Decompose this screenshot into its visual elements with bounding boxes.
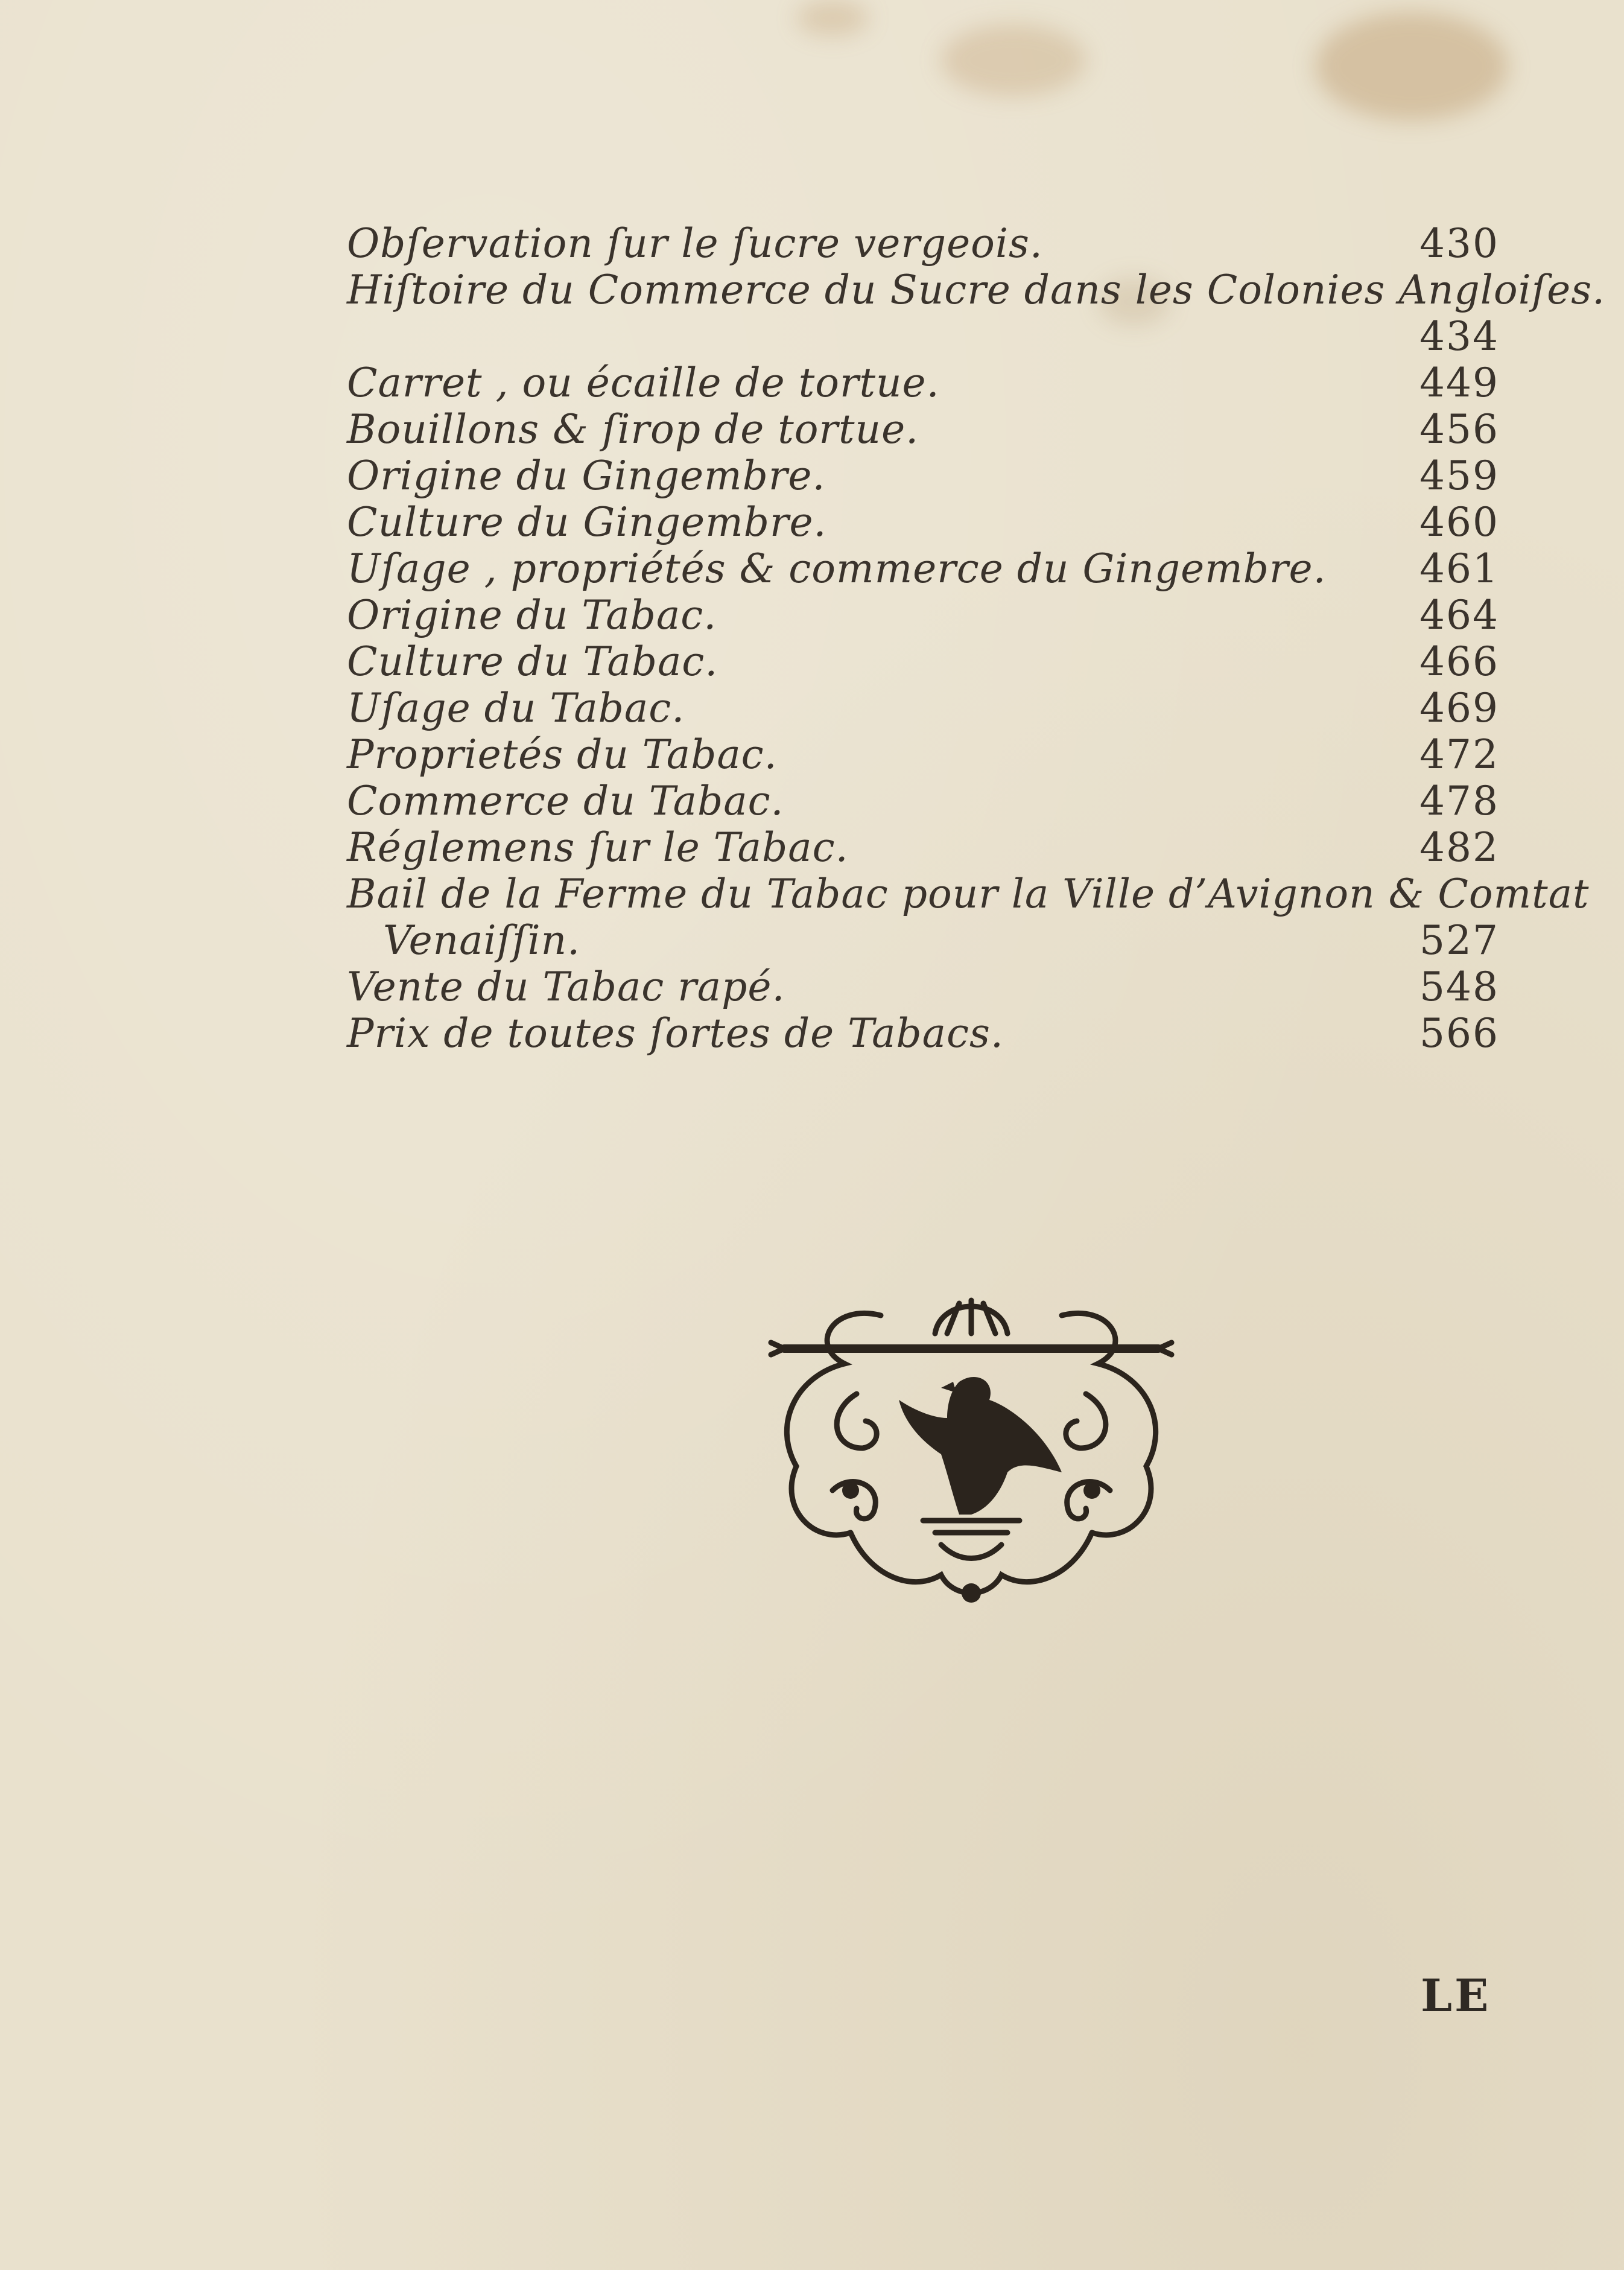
toc-entry [347, 1010, 1499, 1057]
toc-entry-page: 456 [1419, 406, 1499, 453]
toc-entry-title: Uſage du Tabac. [347, 685, 685, 731]
paper-stain [941, 24, 1086, 97]
toc-entry-title: Carret , ou écaille de tortue. [347, 360, 940, 406]
toc-entry [347, 871, 1590, 917]
paper-stain [1315, 12, 1508, 121]
toc-entry-page: 459 [1419, 453, 1499, 499]
toc-entry [347, 638, 1499, 685]
toc-entry-title: Uſage , propriétés & commerce du Gingembre. [347, 545, 1327, 592]
toc-entry-title: Culture du Tabac. [347, 638, 718, 685]
toc-entry-page: 434 [1419, 313, 1499, 360]
toc-entry-page: 461 [1419, 545, 1499, 592]
toc-entry-title: Origine du Tabac. [347, 592, 717, 638]
toc-entry-title: Culture du Gingembre. [347, 499, 827, 545]
table-of-contents [347, 220, 1606, 1057]
toc-entry [347, 360, 1499, 406]
toc-entry [347, 964, 1499, 1010]
toc-entry [347, 453, 1499, 499]
toc-entry [347, 267, 1606, 313]
toc-entry-page: 478 [1419, 778, 1499, 824]
toc-entry [347, 778, 1499, 824]
toc-entry-page: 466 [1419, 638, 1499, 685]
toc-entry-page: 464 [1419, 592, 1499, 638]
toc-entry-title: Commerce du Tabac. [347, 778, 784, 824]
toc-entry [347, 545, 1499, 592]
toc-entry-page: 482 [1419, 824, 1499, 871]
toc-entry-title: Prix de toutes ſortes de Tabacs. [347, 1010, 1004, 1057]
toc-entry [347, 313, 1499, 360]
toc-entry-title: Hiſtoire du Commerce du Sucre dans les Colonies Angloiſes. [347, 267, 1606, 313]
toc-entry-page: 430 [1419, 220, 1499, 267]
toc-entry-title: Venaiſſin. [383, 917, 581, 964]
toc-entry-page: 460 [1419, 499, 1499, 545]
toc-entry [347, 220, 1499, 267]
toc-entry [347, 406, 1499, 453]
toc-entry-title: Proprietés du Tabac. [347, 731, 778, 778]
toc-entry-page: 527 [1419, 917, 1499, 964]
toc-entry-page: 472 [1419, 731, 1499, 778]
toc-entry-title: Obſervation ſur le ſucre vergeois. [347, 220, 1043, 267]
toc-entry-page: 469 [1419, 685, 1499, 731]
toc-entry [347, 499, 1499, 545]
toc-entry [347, 592, 1499, 638]
toc-entry-page: 449 [1419, 360, 1499, 406]
toc-entry [347, 917, 1499, 964]
paper-stain [796, 0, 869, 36]
toc-entry-title: Bouillons & ſirop de tortue. [347, 406, 919, 453]
toc-entry-title: Bail de la Ferme du Tabac pour la Ville d’Avignon & Comtat [347, 871, 1590, 917]
toc-entry-page: 548 [1419, 964, 1499, 1010]
toc-entry [347, 685, 1499, 731]
toc-entry-page: 566 [1419, 1010, 1499, 1057]
toc-entry-title: Origine du Gingembre. [347, 453, 826, 499]
toc-entry [347, 731, 1499, 778]
catchword: LE [1421, 1970, 1491, 2022]
toc-entry-title: Vente du Tabac rapé. [347, 964, 785, 1010]
eagle-cartouche-ornament-icon [760, 1291, 1182, 1629]
toc-entry-title: Réglemens ſur le Tabac. [347, 824, 849, 871]
toc-entry [347, 824, 1499, 871]
